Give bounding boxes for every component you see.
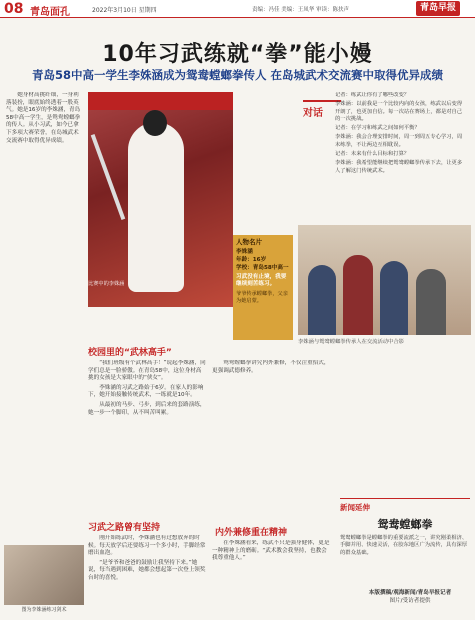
photo-banner xyxy=(88,92,233,110)
person-shape xyxy=(343,255,373,335)
subhead-spirit: 内外兼修重在精神 xyxy=(215,528,288,538)
intro-column xyxy=(6,92,84,302)
page-header xyxy=(0,0,475,18)
body-paragraph: 刚开始练武时，李姝涵也有过想放弃的时候。每天放学后还要练习一个多小时，手脚经常磨出血泡。 xyxy=(88,535,206,557)
profile-quote: 习武没有止境，我要继续刻苦练习。 xyxy=(236,274,287,287)
profile-age: 年龄：16岁 xyxy=(236,257,267,263)
qa-line: 记者：未来有什么目标和打算？ xyxy=(335,151,410,158)
person-shape xyxy=(380,261,408,335)
credit-block xyxy=(355,590,465,605)
left-photo xyxy=(4,545,84,605)
qa-line: 李姝涵：我会合理安排时间，周一到周五专心学习，周末练拳，不让两边互相耽误。 xyxy=(335,134,463,148)
martial-artist-figure xyxy=(128,122,184,292)
spirit-column xyxy=(212,540,332,615)
profile-sub: 爷爷传承螳螂拳，父亲为她启蒙。 xyxy=(236,291,288,304)
editors-line: 责编：冯佳 美编：王凤华 审读：陈扶声 xyxy=(252,7,349,13)
person-shape xyxy=(416,269,446,335)
qa-line: 记者：在学习和练武之间如何平衡？ xyxy=(335,125,420,132)
body-paragraph: “我们班级有个武林高手！”说起李姝涵，同学们总是一脸骄傲。在青岛58中，这位身材高挑的女孩是大家眼中的“侠女”。 xyxy=(88,360,206,382)
persist-column xyxy=(88,535,206,615)
page-number: 08 xyxy=(4,1,24,17)
news-extension-text: 鸳鸯螳螂拳是螳螂拳的重要流派之一，讲究刚柔相济、手脚并用、快速灵活，在胶东地区广为流传，具有深厚的群众基础。 xyxy=(340,535,468,556)
issue-date: 2022年3月10日 星期四 xyxy=(92,7,157,14)
martial-artist-head xyxy=(143,110,167,136)
group-photo xyxy=(298,225,471,335)
body-paragraph: 在李姝涵看来，练武不只是强身健体，更是一种精神上的磨砺。“武术教会我坚持，也教会我尊重他人。” xyxy=(212,540,330,562)
credit-line: 本版撰稿/观海新闻/青岛早报记者 xyxy=(368,590,452,596)
person-shape xyxy=(308,265,336,335)
subhead-campus: 校园里的“武林高手” xyxy=(88,348,172,358)
subhead-persist: 习武之路曾有坚持 xyxy=(88,523,161,533)
section-name: 青岛面孔 xyxy=(30,7,70,18)
qa-line: 李姝涵：以前我是一个比较内向的女孩，练武以后变得开朗了，也更加自信。每一次站在赛场上，都是对自己的一次挑战。 xyxy=(335,101,463,122)
main-photo-caption: 比赛中的李姝涵 xyxy=(88,281,125,287)
middle-column xyxy=(212,360,332,510)
profile-name: 李姝涵 xyxy=(236,249,253,255)
main-photo xyxy=(88,92,233,307)
profile-card xyxy=(233,235,293,340)
body-paragraph: 从最初的马步、弓步，到后来的套路演练，她一步一个脚印，从不叫苦叫累。 xyxy=(88,401,206,416)
profile-title: 人物名片 xyxy=(236,238,262,246)
headline: 10年习武练就“拳”能小嫚 xyxy=(102,42,373,67)
group-photo-caption: 李姝涵与鸳鸯螳螂拳传承人在交流活动中合影 xyxy=(298,339,404,345)
news-extension-label: 新闻延伸 xyxy=(340,503,370,512)
credit-line: 图片/受访者提供 xyxy=(389,597,431,604)
body-paragraph: “是爷爷和爸爸的鼓励让我坚持下来。”她说，每当遇到困难，她都会想起第一次登上领奖台时的喜悦。 xyxy=(88,559,206,581)
campus-column xyxy=(88,360,206,510)
body-paragraph: 李姝涵的习武之路始于6岁。在家人的影响下，她开始接触传统武术，一练就是10年。 xyxy=(88,384,204,399)
body-paragraph: 鸳鸯螳螂拳讲究内外兼修，不仅注重招式，更强调武德修养。 xyxy=(212,360,330,374)
paper-logo: 青岛早报 xyxy=(416,1,460,16)
news-extension-title: 鸳鸯螳螂拳 xyxy=(377,518,433,531)
dialogue-label: 对话 xyxy=(303,100,341,122)
deck: 青岛58中高一学生李姝涵成为鸳鸯螳螂拳传人 在岛城武术交流赛中取得优异成绩 xyxy=(31,68,443,82)
profile-school: 学校：青岛58中高一 xyxy=(236,265,289,271)
left-photo-caption: 图为李姝涵练习剑术 xyxy=(21,607,67,613)
sword-shape xyxy=(91,134,126,220)
news-extension-box xyxy=(340,498,470,557)
intro-text: 她身材高挑纤细，一身利落装扮，眼底始终透着一股英气。她是16岁的李姝涵，青岛58中高一学生，是鸳鸯螳螂拳的传人。从小习武，如今已拿下多项大赛荣誉，在岛城武术交流赛中取得优异成绩。 xyxy=(6,92,81,144)
qa-line: 记者：练武让你有了哪些改变？ xyxy=(335,92,410,98)
qa-line: 李姝涵：我希望能继续把鸳鸯螳螂拳传承下去，让更多人了解这门传统武术。 xyxy=(335,160,463,174)
